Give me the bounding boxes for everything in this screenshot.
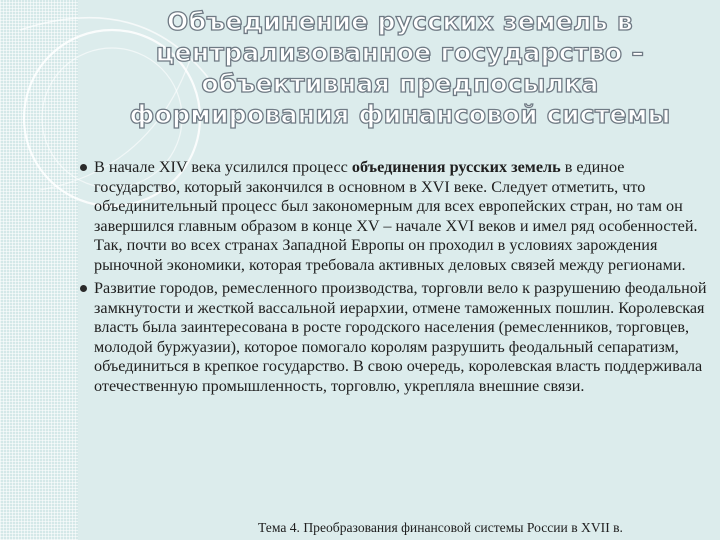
slide-body — [80, 158, 712, 400]
slide-title: Объединение русских земель в централизованное государство – объективная предпосылка формирования финансовой системы — [129, 7, 671, 129]
paragraph-1-lead: В начале XIV века усилился процесс — [94, 158, 352, 176]
bullet-paragraph-1 — [80, 158, 712, 275]
bullet-dot-icon — [80, 285, 87, 292]
paragraph-1-rest: в единое государство, который закончился в основном в XVI веке. Следует отметить, что объединительный процесс был закономерным для всех европейских стран, но там он завершился главным образом в конце XV – начале XVI веков и имел ряд особенностей. Так, почти во всех странах Западной Европы он проходил в условиях зарождения рыночной экономики, которая требовала активных деловых связей между регионами. — [94, 158, 698, 274]
slide-footer: Тема 4. Преобразования финансовой системы России в XVII в. — [258, 520, 623, 535]
bullet-paragraph-2 — [80, 279, 712, 396]
bullet-dot-icon — [80, 164, 87, 171]
paragraph-2-text: Развитие городов, ремесленного производства, торговли вело к разрушению феодальной замкнутости и жесткой вассальной иерархии, отмене таможенных пошлин. Королевская власть была заинтересована в росте городского населения (ремесленников, торговцев, молодой буржуазии), которое помогало королям разрушить феодальный сепаратизм, объединиться в крепкое государство. В свою очередь, королевская власть поддерживала отечественную промышленность, торговлю, укрепляла внешние связи. — [94, 279, 707, 395]
paragraph-1-bold: объединения русских земель — [351, 158, 561, 176]
